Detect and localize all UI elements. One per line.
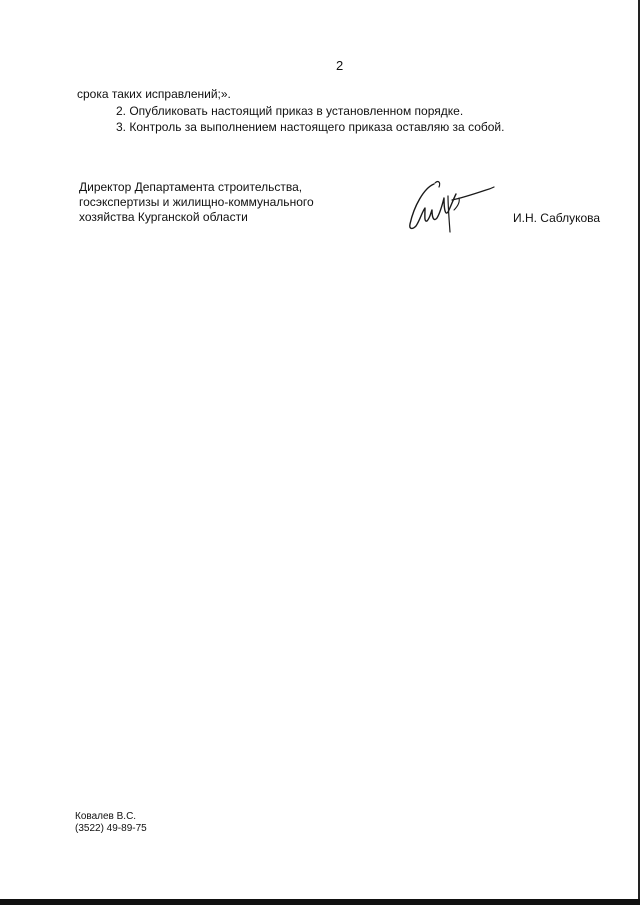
signatory-title-line: хозяйства Курганской области: [79, 210, 248, 224]
page-number: 2: [336, 58, 344, 73]
executor-info: [75, 811, 147, 835]
handwritten-signature: [404, 176, 500, 236]
signatory-title-line: Директор Департамента строительства,: [79, 180, 303, 194]
signatory-title: [79, 180, 314, 225]
body-line-continuation: срока таких исправлений;».: [77, 87, 231, 101]
executor-phone: (3522) 49-89-75: [75, 823, 147, 834]
signatory-name: И.Н. Саблукова: [513, 211, 601, 225]
body-item-publish: 2. Опубликовать настоящий приказ в установленном порядке.: [116, 104, 464, 118]
scan-bottom-border: [0, 899, 640, 905]
signatory-title-line: госэкспертизы и жилищно-коммунального: [79, 195, 314, 209]
body-item-control: 3. Контроль за выполнением настоящего приказа оставляю за собой.: [116, 120, 505, 134]
executor-name: Ковалев В.С.: [75, 811, 137, 822]
